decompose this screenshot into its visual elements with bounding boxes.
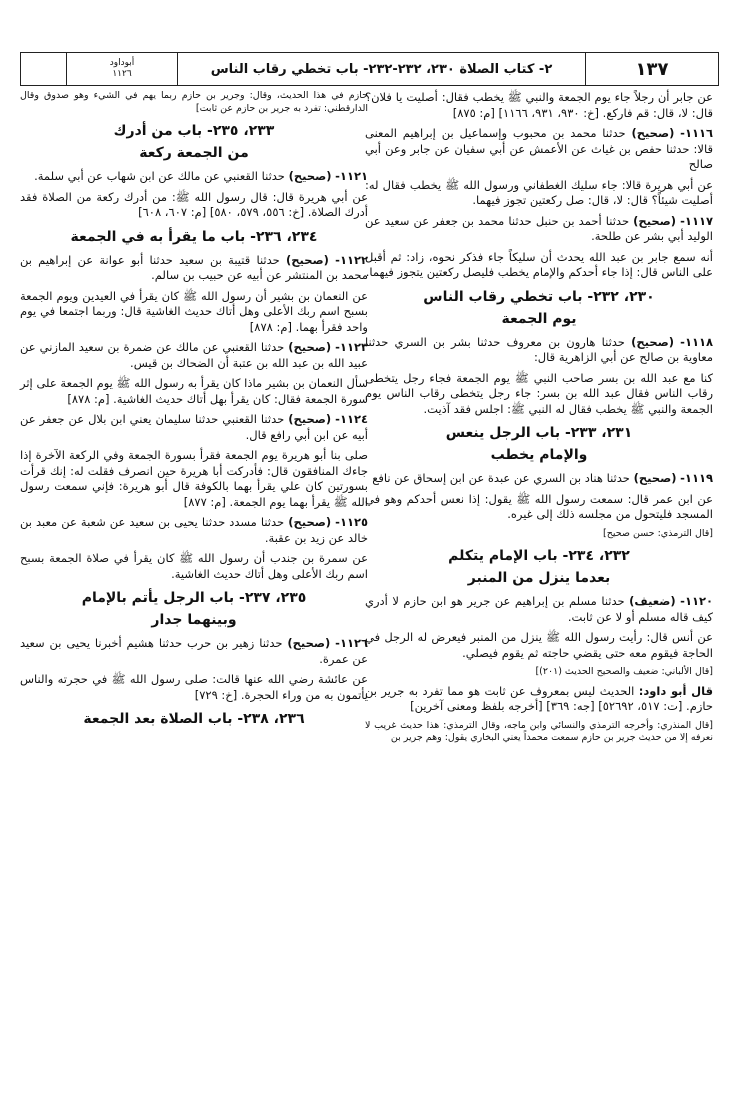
paragraph-text: حدثنا هناد بن السري عن عبدة عن ابن إسحاق عن نافع <box>372 471 630 485</box>
hadith-number: ١١١٩- <box>680 471 713 485</box>
hadith-grade: (صحيح) <box>288 340 332 354</box>
hadith-chain <box>365 335 713 366</box>
hadith-grade: (ضعيف) <box>629 594 676 608</box>
hadith-text <box>365 90 713 121</box>
chapter-heading-line: والإمام يخطب <box>490 447 588 463</box>
paragraph-text: حدثنا مسدد حدثنا يحيى بن سعيد عن شعبة عن معبد بن خالد عن زيد بن عقبة. <box>20 515 368 545</box>
paragraph-text: عن النعمان بن بشير أن رسول الله ﷺ كان يقرأ في العيدين ويوم الجمعة بسبح اسم ربك الأعلى وهل أتاك حديث الغاشية قال: وربما اجتمعا في يوم واحد فقرأ بهما. [م: ٨٧٨] <box>20 288 368 334</box>
chapter-heading-line: ٢٣١، ٢٣٣- باب الرجل ينعس <box>445 425 633 441</box>
paragraph-text: عن سمرة بن جندب أن رسول الله ﷺ كان يقرأ في صلاة الجمعة بسبح اسم ربك الأعلى وهل أتاك حديث الغاشية. <box>20 551 368 581</box>
hadith-text <box>20 289 368 336</box>
hadith-number: ١١٢٦- <box>335 636 369 650</box>
paragraph-text: حدثنا القعنبي عن مالك عن ضمرة بن سعيد المازني عن عبيد الله بن عبد الله بن عتبة أن الضحاك بن قيس. <box>20 340 368 370</box>
running-title: ٢- كتاب الصلاة ٢٣٠، ٢٣٢-٢٣٢- باب تخطي رقاب الناس <box>178 53 586 85</box>
paragraph-text: حدثنا أحمد بن حنبل حدثنا محمد بن جعفر عن سعيد عن الوليد أبي بشر عن طلحة. <box>365 213 713 243</box>
paragraph-text: عن ابن عمر قال: سمعت رسول الله ﷺ يقول: إذا نعس أحدكم وهو في المسجد فليتحول من مجلسه ذلك إلى غيره. <box>365 491 713 521</box>
chapter-heading-line: ٢٣٥، ٢٣٧- باب الرجل يأتم بالإمام <box>81 590 307 606</box>
paragraph-text: عن أبي هريرة قالا: جاء سليك الغطفاني ورسول الله ﷺ يخطب فقال له: أصليت شيئاً؟ قال: لا، قال: صل ركعتين تجوز فيهما. <box>365 177 713 207</box>
right-column <box>365 90 713 750</box>
hadith-number: ١١٢٣- <box>335 340 368 354</box>
paragraph-text: الحديث ليس بمعروف عن ثابت هو مما تفرد به جرير بن حازم. [ت: ٥١٧، ٥٢٦٩٢] [جه: ٣٦٩] [أخرجه بلفظ ومعنى آخرين] <box>365 683 713 713</box>
page-number: ١٣٧ <box>635 58 669 80</box>
paragraph-text: عن أبي هريرة قال: قال رسول الله ﷺ: من أدرك ركعة من الصلاة فقد أدرك الصلاة. [خ: ٥٥٦، ٥٧٩، ٥٨٠] [م: ٦٠٧، ٦٠٨] <box>20 189 368 219</box>
hadith-chain <box>20 253 368 284</box>
hadith-number: ١١١٧- <box>680 213 713 228</box>
paragraph-text: حدثنا محمد بن محبوب وإسماعيل بن إبراهيم المعنى قالا: حدثنا حفص بن غياث عن الأعمش عن أبي سفيان عن جابر وعن أبي صالح <box>365 126 713 171</box>
hadith-text <box>20 551 368 582</box>
chapter-heading-line: ٢٣٣، ٢٣٥- باب من أدرك <box>113 123 275 139</box>
hadith-text <box>365 630 713 661</box>
hadith-grade: (صحيح) <box>288 412 332 426</box>
hadith-text <box>20 672 368 703</box>
hadith-text <box>20 448 368 510</box>
hadith-chain <box>20 636 368 667</box>
chapter-heading <box>20 708 368 730</box>
paragraph-text: صلى بنا أبو هريرة يوم الجمعة فقرأ بسورة الجمعة وفي الركعة الآخرة إذا جاءك المنافقون قال: فأدركت أبا هريرة حين انصرف فقلت له: إنك قرأت بسورتين كان علي يقرأ بهما بالكوفة قال أبو هريرة: فإني سمعت رسول الله ﷺ يقرأ بهما يوم الجمعة. [م: ٨٧٧] <box>20 448 368 509</box>
hadith-grade: (صحيح) <box>287 636 331 650</box>
hadith-number: ١١٢٢- <box>335 252 369 267</box>
chapter-heading <box>20 120 368 164</box>
paragraph-text: حدثنا قتيبة بن سعيد حدثنا أبو عوانة عن إبراهيم بن محمد بن المنتشر عن أبيه عن حبيب بن سالم. <box>20 252 368 282</box>
chapter-heading <box>20 226 368 248</box>
chapter-heading-line: ٢٣٠، ٢٣٢- باب تخطي رقاب الناس <box>423 288 655 305</box>
hadith-number: ١١١٦- <box>680 126 714 140</box>
paragraph-text: حدثنا هارون بن معروف حدثنا بشر بن السري حدثنا معاوية بن صالح عن أبي الزاهرية قال: <box>365 334 713 364</box>
chapter-heading-line: ٢٣٦، ٢٣٨- باب الصلاة بعد الجمعة <box>83 711 305 727</box>
chapter-heading-line: بعدما ينزل من المنبر <box>467 570 611 586</box>
page-header <box>20 52 719 86</box>
chapter-heading-line: يوم الجمعة <box>501 310 577 327</box>
book-reference <box>67 53 178 85</box>
hadith-chain <box>365 214 713 245</box>
chapter-heading <box>365 545 713 589</box>
chapter-heading-line: ٢٣٤، ٢٣٦- باب ما يقرأ به في الجمعة <box>70 228 318 245</box>
chapter-heading <box>365 422 713 466</box>
hadith-number: ١١٢١- <box>335 169 368 183</box>
hadith-grade: (صحيح) <box>286 252 329 267</box>
hadith-text <box>365 371 713 418</box>
hadith-text <box>365 178 713 209</box>
hadith-chain <box>365 471 713 487</box>
hadith-number: ١١٢٥- <box>335 515 369 529</box>
hadith-grade: (صحيح) <box>631 334 674 349</box>
hadith-text <box>365 684 713 715</box>
hadith-grade: (صحيح) <box>633 213 677 228</box>
book-reference-number: ١١٢٦ <box>112 69 132 79</box>
hadith-chain <box>365 126 713 173</box>
hadith-number: ١١٢٤- <box>335 412 369 426</box>
chapter-heading-line: من الجمعة ركعة <box>139 145 249 161</box>
paragraph-text: عن جابر أن رجلاً جاء يوم الجمعة والنبي ﷺ يخطب فقال: أصليت يا فلان؟ قال: لا، قال: قم فاركع. [خ: ٩٣٠، ٩٣١، ١١٦٦] [م: ٨٧٥] <box>365 90 713 120</box>
hadith-number: ١١٢٠- <box>680 594 714 608</box>
abu-dawud-comment: قال أبو داود: <box>638 683 713 698</box>
chapter-heading <box>20 587 368 631</box>
hadith-text <box>365 250 713 281</box>
hadith-chain <box>20 515 368 546</box>
hadith-text <box>20 376 368 407</box>
book-reference-label: أبوداود <box>109 58 135 68</box>
paragraph-text: كنا مع عبد الله بن بسر صاحب النبي ﷺ يوم الجمعة فجاء رجل يتخطى رقاب الناس فقال عبد الله بن بسر: جاء رجل يتخطى رقاب الناس يوم الجمعة والنبي ﷺ يخطب فقال له النبي ﷺ: اجلس فقد آذيت. <box>365 370 713 416</box>
hadith-grade: (صحيح) <box>631 126 675 140</box>
hadith-grade: (صحيح) <box>633 471 677 485</box>
grading-note: [قال الترمذي: حسن صحيح] <box>603 527 713 539</box>
paragraph-text: حدثنا مسلم بن إبراهيم عن جرير هو ابن حازم لا أدري كيف قاله مسلم أو لا عن ثابت. <box>365 594 713 624</box>
footnote: حازم في هذا الحديث، وقال: وجرير بن حازم ربما يهم في الشيء وهو صدوق وقال الدارقطني: تفرد به جرير بن حازم عن ثابت] <box>20 90 368 114</box>
hadith-text <box>365 492 713 523</box>
hadith-number: ١١١٨- <box>680 334 714 349</box>
paragraph-text: حدثنا زهير بن حرب حدثنا هشيم أخبرنا يحيى بن سعيد عن عمرة. <box>20 636 368 666</box>
hadith-chain <box>20 169 368 185</box>
paragraph-text: عن عائشة رضي الله عنها قالت: صلى رسول الله ﷺ في حجرته والناس يأتمون به من وراء الحجرة. [خ: ٧٢٩] <box>20 672 368 702</box>
header-empty-cell <box>21 53 67 85</box>
hadith-grade: (صحيح) <box>288 515 332 529</box>
hadith-chain <box>365 594 713 625</box>
chapter-heading <box>365 286 713 330</box>
chapter-heading-line: وبينهما جدار <box>151 612 237 628</box>
grading-note: [قال الألباني: ضعيف والصحيح الحديث (٢٠١)] <box>535 666 713 677</box>
hadith-grade: (صحيح) <box>288 169 332 183</box>
chapter-heading-line: ٢٣٢، ٢٣٤- باب الإمام يتكلم <box>448 548 630 564</box>
paragraph-text: أنه سمع جابر بن عبد الله يحدث أن سليكاً جاء فذكر نحوه، زاد: ثم أقبل على الناس قال: إذا جاء أحدكم والإمام يخطب فليصل ركعتين يتجوز فيهما. <box>365 249 713 279</box>
paragraph-text: حدثنا القعنبي حدثنا سليمان يعني ابن بلال عن جعفر عن أبيه عن ابن أبي رافع قال. <box>20 412 368 442</box>
left-column <box>20 90 368 735</box>
hadith-chain <box>20 412 368 443</box>
paragraph-text: عن أنس قال: رأيت رسول الله ﷺ ينزل من المنبر فيعرض له الرجل في الحاجة فيقوم معه حتى يقضي حاجته ثم يقوم فيصلي. <box>365 630 713 660</box>
hadith-text <box>20 190 368 221</box>
paragraph-text: سأل النعمان بن بشير ماذا كان يقرأ به رسول الله ﷺ يوم الجمعة على إثر سورة الجمعة فقال: كان يقرأ بهل أتاك حديث الغاشية. [م: ٨٧٨] <box>20 376 368 406</box>
hadith-chain <box>20 340 368 371</box>
footnote: [قال المنذري: وأخرجه الترمذي والنسائي وابن ماجه، وقال الترمذي: هذا حديث غريب لا نعرفه إلا من حديث جرير بن حازم سمعت محمداً يعني البخاري يقول: وهم جرير بن <box>365 719 713 743</box>
paragraph-text: حدثنا القعنبي عن مالك عن ابن شهاب عن أبي سلمة. <box>34 169 285 183</box>
